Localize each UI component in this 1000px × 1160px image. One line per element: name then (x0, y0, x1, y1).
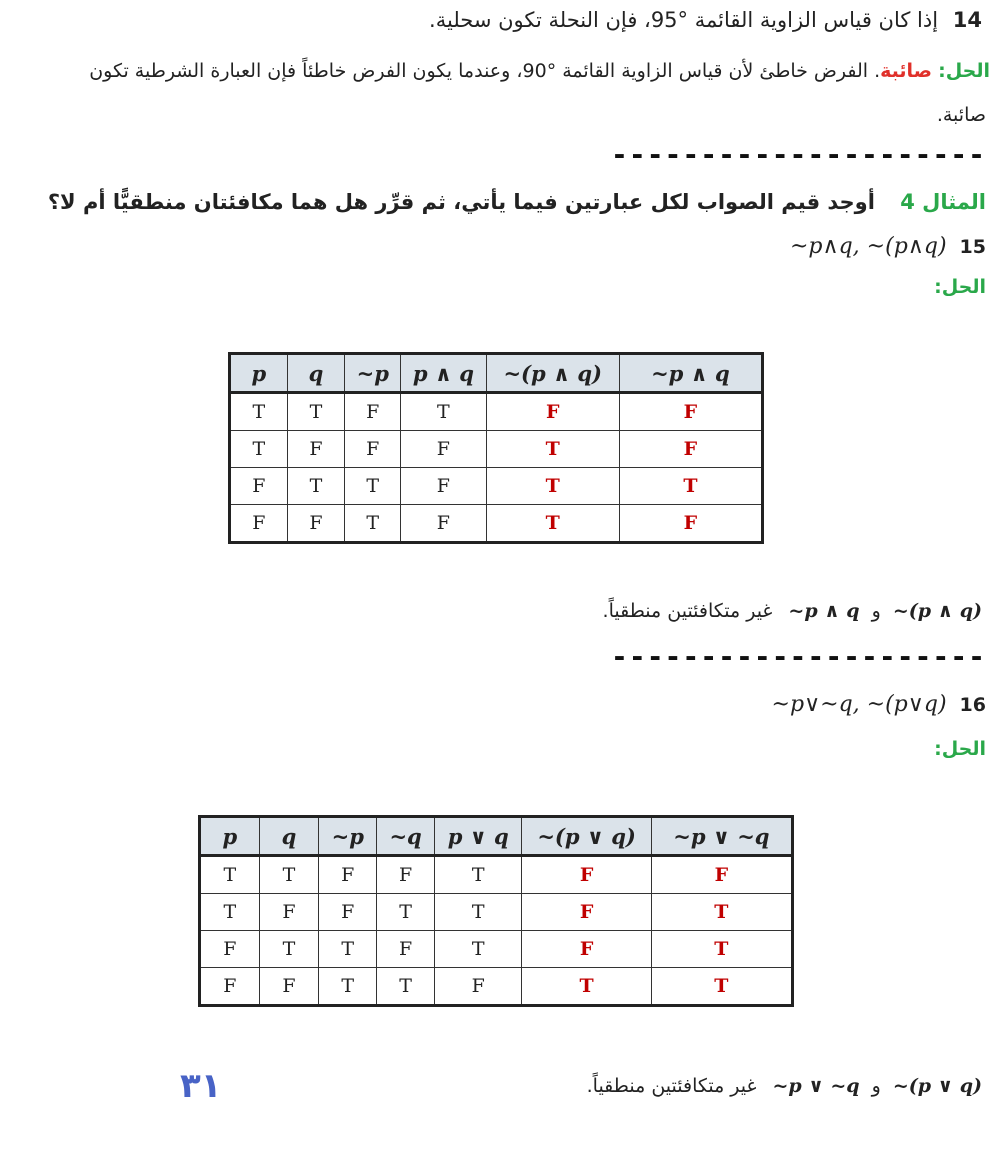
table-row (230, 468, 763, 505)
result-cell: T (486, 505, 619, 543)
conclusion-and: و (871, 600, 881, 622)
table-row (230, 431, 763, 468)
table-cell: T (377, 968, 435, 1006)
header-cell: p (200, 817, 260, 856)
solution-label: الحل: (938, 60, 990, 82)
conclusion-and: و (871, 1075, 881, 1097)
question-14 (429, 8, 982, 32)
solution-verdict: صائبة (880, 60, 933, 82)
question-number: 15 (959, 236, 986, 258)
table-cell: F (401, 431, 486, 468)
table-cell: T (200, 856, 260, 894)
header-cell: q (287, 354, 345, 393)
header-cell: ~(p ∧ q) (486, 354, 619, 393)
question-16-conclusion (587, 1075, 982, 1097)
table-cell: F (259, 894, 319, 931)
question-expression: ~p∧q, ~(p∧q) (789, 234, 947, 259)
result-cell: F (619, 505, 762, 543)
truth-table-16 (198, 815, 794, 1007)
table-row (230, 393, 763, 431)
table-cell: T (259, 856, 319, 894)
result-cell: T (486, 431, 619, 468)
result-cell: F (651, 856, 792, 894)
conclusion-expression-1: ~(p ∨ q) (892, 1075, 982, 1097)
conclusion-text: غير متكافئتين منطقياً. (586, 1075, 757, 1097)
table-cell: F (345, 431, 401, 468)
header-cell: p (230, 354, 288, 393)
result-cell: F (522, 856, 651, 894)
table-cell: F (287, 505, 345, 543)
table-cell: T (319, 968, 377, 1006)
table-header-row (230, 354, 763, 393)
table-cell: F (377, 856, 435, 894)
table-cell: F (377, 931, 435, 968)
table-cell: F (434, 968, 521, 1006)
example-text: أوجد قيم الصواب لكل عبارتين فيما يأتي، ثم قرِّر هل هما مكافئتان منطقيًّا أم لا؟ (47, 190, 875, 214)
question-expression: ~p∨~q, ~(p∨q) (771, 692, 947, 717)
separator: --------------------- (610, 640, 986, 673)
question-number: 14 (952, 8, 982, 32)
table-cell: T (434, 856, 521, 894)
header-cell: ~p (345, 354, 401, 393)
separator: --------------------- (610, 138, 986, 171)
question-16 (772, 692, 986, 717)
question-15 (790, 234, 986, 259)
result-cell: T (651, 894, 792, 931)
table-cell: F (287, 431, 345, 468)
table-cell: T (287, 393, 345, 431)
result-cell: F (619, 393, 762, 431)
table-cell: F (259, 968, 319, 1006)
table-cell: F (401, 468, 486, 505)
table-cell: T (434, 931, 521, 968)
result-cell: T (619, 468, 762, 505)
conclusion-expression-2: ~p ∧ q (788, 600, 860, 622)
page-number: ٣١ (180, 1066, 222, 1106)
header-cell: p ∧ q (401, 354, 486, 393)
table-header-row (200, 817, 793, 856)
header-cell: ~q (377, 817, 435, 856)
table-cell: F (200, 968, 260, 1006)
conclusion-text: غير متكافئتين منطقياً. (602, 600, 773, 622)
result-cell: T (651, 931, 792, 968)
table-cell: T (377, 894, 435, 931)
result-cell: F (619, 431, 762, 468)
table-cell: T (287, 468, 345, 505)
conclusion-expression-2: ~p ∨ ~q (772, 1075, 860, 1097)
table-row (200, 931, 793, 968)
header-cell: ~p (319, 817, 377, 856)
table-cell: F (345, 393, 401, 431)
example-4 (48, 190, 986, 214)
question-14-solution (89, 60, 990, 82)
question-16-solution-label: الحل: (934, 738, 986, 760)
question-number: 16 (959, 694, 986, 716)
header-cell: p ∨ q (434, 817, 521, 856)
header-cell: q (259, 817, 319, 856)
result-cell: F (522, 931, 651, 968)
table-cell: T (434, 894, 521, 931)
table-cell: F (230, 468, 288, 505)
table-row (230, 505, 763, 543)
table-cell: T (259, 931, 319, 968)
question-text: إذا كان قياس الزاوية القائمة °95، فإن النحلة تكون سحلية. (429, 8, 939, 32)
table-cell: T (230, 393, 288, 431)
table-row (200, 968, 793, 1006)
result-cell: T (522, 968, 651, 1006)
header-cell: ~(p ∨ q) (522, 817, 651, 856)
solution-text: . الفرض خاطئ لأن قياس الزاوية القائمة °90، وعندما يكون الفرض خاطئاً فإن العبارة الشرطية تكون (89, 60, 881, 82)
result-cell: T (651, 968, 792, 1006)
table-cell: F (230, 505, 288, 543)
table-cell: F (319, 894, 377, 931)
result-cell: F (522, 894, 651, 931)
table-cell: T (345, 505, 401, 543)
question-15-solution-label: الحل: (934, 276, 986, 298)
table-cell: T (401, 393, 486, 431)
result-cell: F (486, 393, 619, 431)
conclusion-expression-1: ~(p ∧ q) (892, 600, 982, 622)
example-label: المثال 4 (900, 190, 986, 214)
question-14-solution-line2: صائبة. (936, 104, 986, 126)
table-row (200, 894, 793, 931)
header-cell: ~p ∧ q (619, 354, 762, 393)
table-cell: T (319, 931, 377, 968)
table-cell: T (345, 468, 401, 505)
table-cell: F (319, 856, 377, 894)
header-cell: ~p ∨ ~q (651, 817, 792, 856)
truth-table-15 (228, 352, 764, 544)
table-cell: T (230, 431, 288, 468)
table-row (200, 856, 793, 894)
result-cell: T (486, 468, 619, 505)
question-15-conclusion (603, 600, 982, 622)
table-cell: T (200, 894, 260, 931)
table-cell: F (200, 931, 260, 968)
table-cell: F (401, 505, 486, 543)
